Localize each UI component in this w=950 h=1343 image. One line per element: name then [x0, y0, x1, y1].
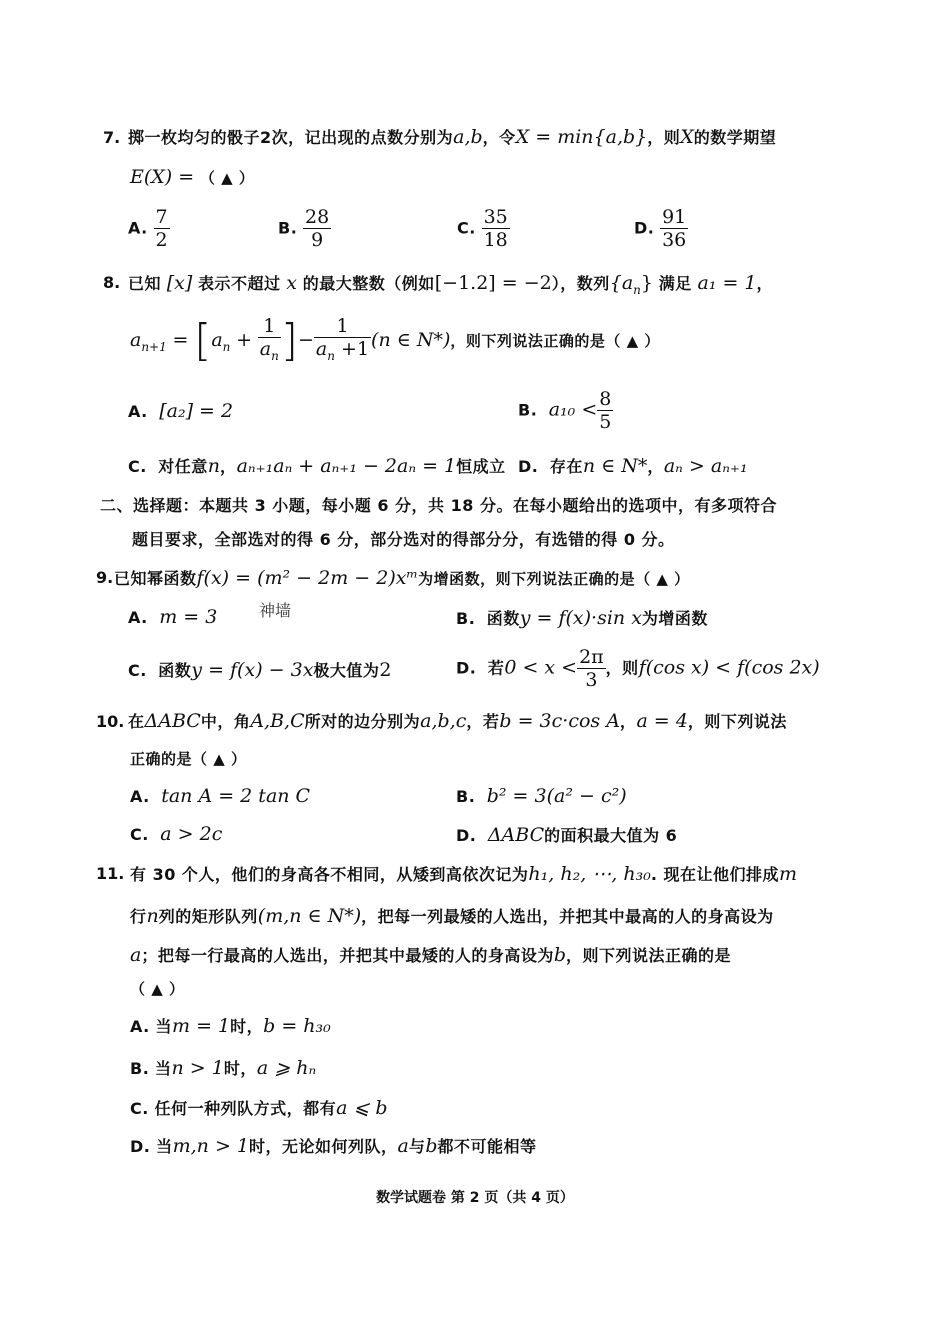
question-stem: 掷一枚均匀的骰子2次，记出现的点数分别为a,b，令X = min{a,b}，则X的数学期望 [128, 126, 777, 148]
fraction: $\frac{8}{5}$ [599, 388, 612, 433]
question-stem: 已知 [x] 表示不超过 x 的最大整数（例如[−1.2] = −2），数列$\{a_n\}$ 满足 a₁ = 1， [128, 272, 774, 297]
question-stem: 在ΔABC中，角A,B,C所对的边分别为a,b,c，若b = 3c·cos A，a = 4，则下列说法 [128, 710, 787, 732]
option-c: C. 任何一种列队方式，都有a ⩽ b [130, 1097, 388, 1119]
option-a: A. m = 3 [128, 606, 218, 628]
option-c: C. 对任意n，aₙ₊₁aₙ + aₙ₊₁ − 2aₙ = 1恒成立 [128, 455, 506, 477]
question-stem-line2: 行n列的矩形队列(m,n ∈ N*)，把每一列最矮的人选出，并把其中最高的人的身高设为 [130, 905, 774, 927]
question-number: 8. [103, 273, 121, 292]
fraction: $\frac{28}{9}$ [305, 206, 330, 251]
option-d: D. $\frac{91}{36}$ [634, 206, 687, 251]
question-number: 9. [96, 568, 114, 587]
fraction: $\frac{1}{a_n}$ [259, 315, 279, 363]
question-number: 7. [103, 128, 121, 147]
fraction: $\frac{7}{2}$ [155, 206, 168, 251]
question-stem-line2: E(X) = （ ▲ ） [130, 166, 255, 188]
watermark: 神墙 [259, 601, 292, 620]
option-a: A. 当m = 1时，b = h₃₀ [130, 1015, 331, 1037]
option-d: D. 若0 < x < $\frac{2\pi}{3}$ ，则f(cos x) < f(cos 2x) [456, 646, 820, 691]
option-d: D. ΔABC的面积最大值为 6 [456, 824, 678, 846]
fraction: $\frac{35}{18}$ [483, 206, 508, 251]
page-footer: 数学试题卷 第 2 页（共 4 页） [376, 1190, 574, 1206]
question-stem-line1: 有 30 个人，他们的身高各不相同，从矮到高依次记为h₁, h₂, ⋯, h₃₀. 现在让他们排成m [130, 863, 798, 885]
option-b: B. b² = 3(a² − c²) [456, 785, 627, 807]
option-a: A. $\frac{7}{2}$ [128, 206, 168, 251]
recurrence-formula: $a_{n+1} = [a_n$ + $\frac{1}{a_n}$ ]− $\frac{1}{a_n +1}$ (n ∈ N*)，则下列说法正确的是（ ▲ ） [130, 315, 660, 366]
section-2-line1: 二、选择题：本题共 3 小题，每小题 6 分，共 18 分。在每小题给出的选项中，有多项符合 [100, 496, 777, 515]
fraction: $\frac{2\pi}{3}$ [579, 646, 604, 691]
option-d: D. 存在n ∈ N*，aₙ > aₙ₊₁ [518, 455, 748, 477]
option-c: C. 函数y = f(x) − 3x极大值为2 [128, 659, 392, 681]
option-b: B. $\frac{28}{9}$ [278, 206, 330, 251]
question-stem-line3: a；把每一行最高的人选出，并把其中最矮的人的身高设为b，则下列说法正确的是 [130, 944, 732, 966]
question-number: 10. [96, 712, 125, 731]
question-stem: 已知幂函数f(x) = (m² − 2m − 2)xᵐ为增函数，则下列说法正确的是（ ▲ ） [114, 567, 690, 589]
option-b: B. a₁₀ < $\frac{8}{5}$ [518, 388, 612, 433]
fraction: $\frac{1}{a_n +1}$ [315, 315, 370, 363]
option-a: A. tan A = 2 tan C [130, 785, 311, 807]
option-b: B. 当n > 1时，a ⩾ hₙ [130, 1057, 317, 1079]
question-stem-line4: （ ▲ ） [130, 980, 185, 998]
option-c: C. $\frac{35}{18}$ [457, 206, 508, 251]
option-d: D. 当m,n > 1时，无论如何列队，a与b都不可能相等 [130, 1135, 537, 1157]
question-stem-line2: 正确的是（ ▲ ） [130, 750, 247, 768]
option-b: B. 函数y = f(x)·sin x为增函数 [456, 607, 708, 629]
fraction: $\frac{91}{36}$ [662, 206, 687, 251]
section-2-line2: 题目要求，全部选对的得 6 分，部分选对的得部分分，有选错的得 0 分。 [132, 530, 675, 549]
option-c: C. a > 2c [130, 823, 223, 845]
option-a: A. [a₂] = 2 [128, 400, 234, 422]
question-number: 11. [96, 864, 125, 883]
